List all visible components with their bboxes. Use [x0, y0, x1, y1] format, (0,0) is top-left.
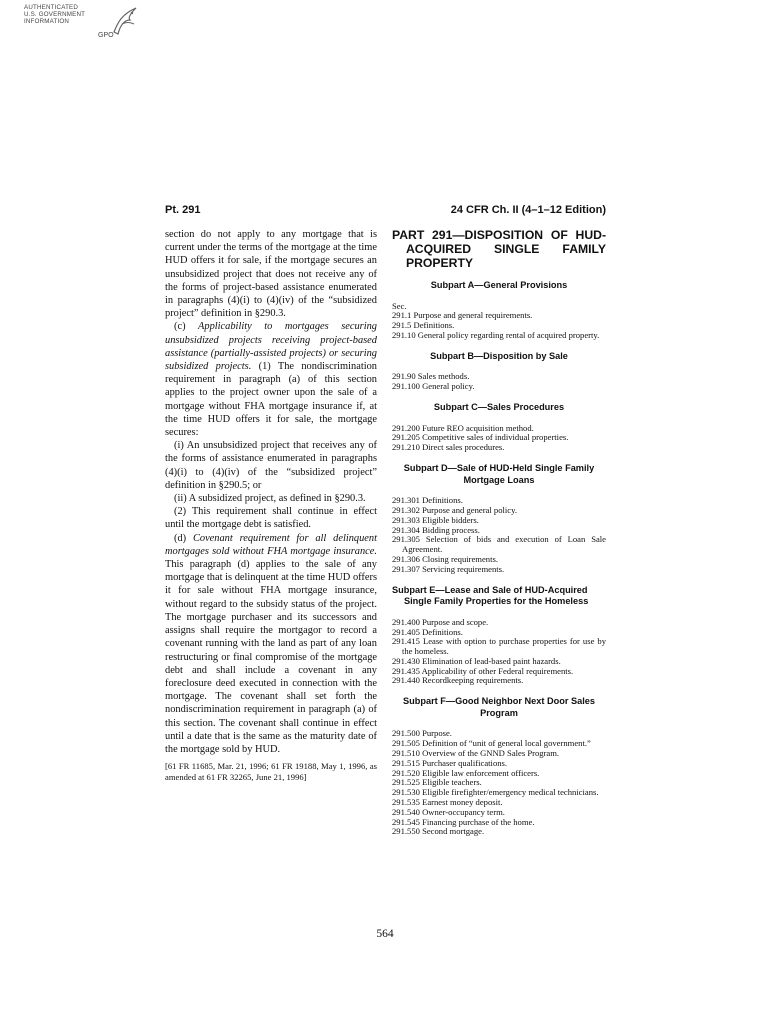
toc-entry: 291.550 Second mortgage. [392, 826, 485, 837]
toc-entry: 291.304 Bidding process. [392, 524, 480, 535]
toc-entry: 291.306 Closing requirements. [392, 553, 498, 564]
section-label: Sec. [392, 300, 407, 311]
toc-entry: 291.302 Purpose and general policy. [392, 504, 517, 515]
toc-entry: 291.440 Recordkeeping requirements. [392, 675, 524, 686]
logo-line-2: U.S. GOVERNMENT [24, 11, 86, 18]
logo-line-1: AUTHENTICATED [24, 4, 79, 11]
subpart-e-title: Subpart E—Lease and Sale of HUD-Acquired Single Family Properties for the Homeless [392, 584, 589, 607]
subpart-e-toc [392, 618, 606, 687]
right-toc-column [392, 228, 606, 837]
subpart-f-toc [392, 729, 606, 837]
running-head [165, 204, 606, 218]
toc-entry: 291.540 Owner-occupancy term. [392, 806, 505, 817]
toc-entry: 291.210 Direct sales procedures. [392, 442, 505, 453]
toc-entry: 291.303 Eligible bidders. [392, 514, 479, 525]
toc-entry: 291.400 Purpose and scope. [392, 616, 489, 627]
page-number: 564 [376, 928, 394, 940]
toc-entry: 291.5 Definitions. [392, 320, 455, 331]
header-cfr-label: 24 CFR Ch. II (4–1–12 Edition) [450, 204, 606, 216]
paragraph-c-1-ii: (ii) A subsidized project, as defined in §290.3. [174, 493, 366, 505]
subpart-a-title: Subpart A—General Provisions [430, 280, 568, 290]
paragraph-c-heading: Applicability to mortgages securing unsubsidized projects receiving project-based assistance (partially-assisted projects) or securing subsidized projects. [165, 321, 377, 373]
paragraph-b-continued: section do not apply to any mortgage that is current under the terms of the mortgage at the time HUD offers it for sale, if the mortgage secures an unsubsidized project that does not receive any of the forms of project-based assistance enumerated in paragraphs (4)(i) to (4)(iv) of the “subsidized project” definition in §290.3. [165, 229, 377, 320]
toc-entry: 291.100 General policy. [392, 381, 475, 392]
toc-entry: 291.525 Eligible teachers. [392, 777, 482, 788]
header-part-label: Pt. 291 [165, 204, 201, 216]
subpart-b-title: Subpart B—Disposition by Sale [430, 350, 568, 361]
paragraph-c: (c) Applicability to mortgages securing unsubsidized projects receiving project-based assistance (partially-assisted projects) or securing subsidized projects. (1) The nondiscrimination requirement in paragraph (a) of this section applies to the project owner upon the sale of a mortgage without FHA mortgage insurance if, at the time HUD offers it for sale, the mortgage secures: [165, 321, 377, 439]
logo-line-3: INFORMATION [24, 18, 70, 25]
subpart-d-title: Subpart D—Sale of HUD-Held Single Family Mortgage Loans [403, 462, 595, 485]
part-title: PART 291—DISPOSITION OF HUD-ACQUIRED SINGLE FAMILY PROPERTY [392, 228, 606, 270]
toc-entry: 291.10 General policy regarding rental of acquired property. [392, 329, 600, 340]
toc-entry: 291.405 Definitions. [392, 626, 463, 637]
toc-entry: 291.545 Financing purchase of the home. [392, 816, 535, 827]
toc-entry: 291.435 Applicability of other Federal requirements. [392, 665, 574, 676]
toc-entry: 291.530 Eligible firefighter/emergency medical technicians. [392, 787, 599, 798]
paragraph-c-2: (2) This requirement shall continue in effect until the mortgage debt is satisfied. [165, 506, 377, 531]
eagle-icon [108, 4, 142, 38]
toc-entry: 291.520 Eligible law enforcement officers. [392, 767, 540, 778]
paragraph-d: (d) Covenant requirement for all delinquent mortgages sold without FHA mortgage insurance. This paragraph (d) applies to the sale of any mortgage that is delinquent at the time HUD offers it for sale without FHA mortgage insurance, without regard to the subsidy status of the project. The mortgage purchaser and its successors and assigns shall require the mortgagor to record a covenant running with the land as part of any loan restructuring or final compromise of the mortgage debt and shall include a covenant in any foreclosure deed executed in connection with the mortgage. The covenant shall set forth the nondiscrimination requirement in paragraph (a) of this section. The covenant shall continue in effect until a date that is the same as the maturity date of the mortgage sold by HUD. [165, 532, 377, 755]
paragraph-c-1-i: (i) An unsubsidized project that receives any of the forms of assistance enumerated in paragraphs (4)(i) to (4)(iv) of the “subsidized project” definition in §290.5; or [165, 440, 377, 491]
toc-entry: 291.305 Selection of bids and execution of Loan Sale Agreement. [392, 534, 606, 555]
gpo-authentication-logo [24, 4, 154, 50]
toc-entry: 291.535 Earnest money deposit. [392, 797, 503, 808]
subpart-f-title: Subpart F—Good Neighbor Next Door Sales Program [403, 696, 595, 718]
toc-entry: 291.505 Definition of “unit of general local government.” [392, 738, 591, 749]
source-citation: [61 FR 11685, Mar. 21, 1996; 61 FR 19188, May 1, 1996, as amended at 61 FR 32265, June 21, 1996] [165, 761, 377, 783]
toc-entry: 291.500 Purpose. [392, 728, 452, 739]
toc-entry: 291.515 Purchaser qualifications. [392, 757, 508, 768]
left-text-column [165, 228, 377, 783]
toc-entry: 291.510 Overview of the GNND Sales Program. [392, 748, 560, 759]
subpart-c-toc [392, 424, 606, 453]
subpart-b-toc [392, 372, 606, 392]
logo-gpo-text: GPO [98, 32, 114, 39]
toc-entry: 291.1 Purpose and general requirements. [392, 310, 533, 321]
toc-entry: 291.205 Competitive sales of individual properties. [392, 432, 569, 443]
toc-entry: 291.307 Servicing requirements. [392, 563, 505, 574]
toc-entry: 291.90 Sales methods. [392, 371, 470, 382]
toc-entry: 291.430 Elimination of lead-based paint hazards. [392, 655, 561, 666]
subpart-d-toc [392, 496, 606, 574]
subpart-a-toc [392, 302, 606, 341]
paragraph-d-heading: Covenant requirement for all delinquent mortgages sold without FHA mortgage insurance. [165, 532, 377, 557]
toc-entry: 291.200 Future REO acquisition method. [392, 422, 534, 433]
toc-entry: 291.301 Definitions. [392, 495, 463, 506]
toc-entry: 291.415 Lease with option to purchase properties for use by the homeless. [392, 636, 606, 657]
subpart-c-title: Subpart C—Sales Procedures [433, 401, 565, 412]
